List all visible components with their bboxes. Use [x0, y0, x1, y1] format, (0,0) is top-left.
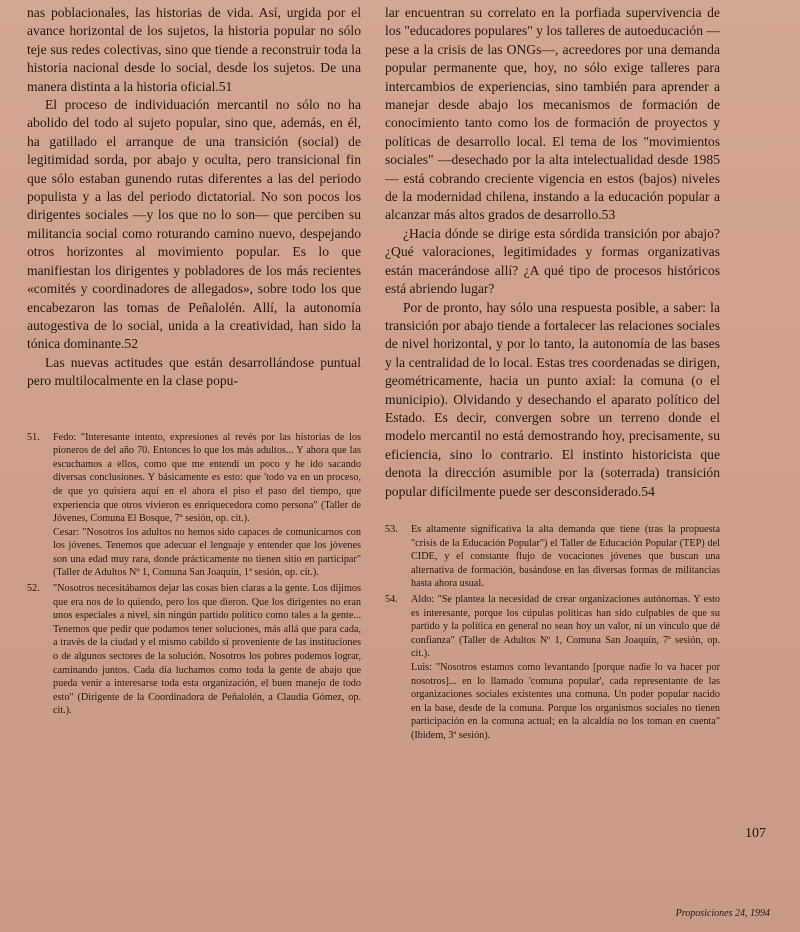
- footnote-paragraph: Fedo: "Interesante intento, expresiones al revés por las historias de los pioneros de del año 70. Entonces lo que los más adultos... Y ahora que las escuchamos a ellos, como que me entendí un poco y he ido sacando diversas conclusiones. Y básicamente es esto: que 'todo va en un proceso, de que yo quisiera aquí en el ahora el piso el paso del tiempo, que experiencia que otros vivieron es enriquecedora como persona" (Taller de Jóvenes, Comuna El Bosque, 7ª sesión, op. cit.).: [53, 431, 361, 525]
- footnote-number: 53.: [385, 523, 398, 535]
- footnote: [385, 523, 720, 591]
- footnote-text: [411, 593, 720, 743]
- body-paragraph: Por de pronto, hay sólo una respuesta posible, a saber: la transición por abajo tiende a fortalecer las relaciones sociales de nivel horizontal, y por lo tanto, la autonomía de las bases y la centralidad de lo local. Estas tres coordenadas se dirigen, geométricamente, hacia un punto axial: la comuna (o el municipio). Olvidando y desechando el aparato político del Estado. Es decir, convergen sobre un terreno donde el modelo mercantil no está demostrando hoy, precisamente, su eficiencia, sino lo contrario. El instinto historicista que denota la dirección asumible por la (soterrada) transición popular difícilmente puede ser desconsiderado.54: [385, 299, 720, 499]
- footnote: [27, 582, 361, 718]
- footnote-text: [53, 582, 361, 718]
- footnote-paragraph: Es altamente significativa la alta demanda que tiene (tras la propuesta "crisis de la Educación Popular") el Taller de Educación Popular (TEP) del CIDE, y el constante flujo de vocaciones jóvenes que buscan una alternativa de formación, basándose en las diversas formas de militancias hasta ahora usual.: [411, 523, 720, 590]
- footnote-number: 52.: [27, 583, 40, 595]
- footnote-text: [411, 523, 720, 591]
- body-paragraph: nas poblacionales, las historias de vida. Así, urgida por el avance horizontal de los sujetos, la historia popular no sólo teje sus redes colectivas, sino que tiende a reconstruir toda la historia nacional desde lo social, desde los sujetos. De una manera distinta a la historia oficial.51: [27, 5, 361, 94]
- footnote-text: [53, 431, 361, 581]
- running-footer: Proposiciones 24, 1994: [675, 908, 770, 919]
- footnotes: [385, 523, 720, 743]
- body-paragraph: El proceso de individuación mercantil no sólo no ha abolido del todo al sujeto popular, sino que, además, en él, ha gatillado el arranque de una transición (social) de legitimidad sorda, por abajo y oculta, pero transicional fin que sólo estaban gunendo rutas diferentes a las del periodo populista y a las del periodo dictatorial. No son pocos los dirigentes sociales —y los que no lo son— que perciben su militancia social como roturando camino nuevo, despejando otros horizontes al movimiento popular. Es lo que manifiestan los dirigentes y pobladores de los más recientes «comités y coordinadores de allegados», sobre todo los que encabezaron las tomas de Peñalolén. Allí, la autonomía autogestiva de lo social, unida a la creatividad, han sido la tónica dominante.52: [27, 97, 361, 352]
- footnote-paragraph: Cesar: "Nosotros los adultos no hemos sido capaces de comunicarnos con los jóvenes. Tenemos que adecuar el lenguaje y entender que los jóvenes son una edad muy rara, donde prácticamente no tienen sitio en participar" (Taller de Adultos Nº 1, Comuna San Joaquín, 1ª sesión, op. cit.).: [53, 526, 361, 579]
- left-column: [27, 4, 361, 720]
- footnote: [27, 431, 361, 581]
- footnote: [385, 593, 720, 743]
- page-number: 107: [745, 826, 766, 841]
- footnotes: [27, 431, 361, 718]
- footnote-paragraph: "Nosotros necesitábamos dejar las cosas bien claras a la gente. Los dijimos que era nos de lo quiendo, pero los que dieron. Que los dirigentes no eran unos especiales a nivel, sin ningún partido político como tales a la gente... Tenemos que pedir que podamos tener soluciones, más allá que para cada, a través de la ciudad y el mismo cabildo si proveniente de las instituciones o de algunos sectores de la solución. Nosotros los pobres podemos lograr, caminando juntos. Cada día luchamos como toda la gente de abajo que pueda venir a interesarse toda esta organización, el buen manejo de todo esto" (Dirigente de la Coordinadora de Peñalolén, a Claudia Gómez, op. cit.).: [53, 583, 361, 717]
- body-paragraph: lar encuentran su correlato en la porfiada supervivencia de los "educadores populares" y los talleres de autoeducación —pese a la crisis de las ONGs—, acreedores por una demanda popular permanente que, hoy, no sólo exige talleres para intercambios de experiencias, sino también para aprender a manejar desde abajo los mecanismos de formación de conocimiento tanto como los de formación de proyectos y políticas de desarrollo local. El tema de los "movimientos sociales" —desechado por la alta intelectualidad desde 1985— está cobrando creciente vigencia en estos (bajos) niveles de la modernidad chilena, instando a la educación popular a alcanzar más altos grados de desarrollo.53: [385, 5, 720, 223]
- body-paragraph: ¿Hacia dónde se dirige esta sórdida transición por abajo? ¿Qué valoraciones, legitimidades y formas organizativas están macerándose allí? ¿A qué tipo de procesos históricos está abriendo lugar?: [385, 225, 720, 297]
- right-column: [385, 4, 720, 744]
- body-paragraph: Las nuevas actitudes que están desarrollándose puntual pero multilocalmente en la clase popu-: [27, 354, 361, 389]
- footnote-paragraph: Luis: "Nosotros estamos como levantando [porque nadie lo va hacer por nosotros]... en lo llamado 'comuna popular', cada representante de las organizaciones sociales existentes una comuna. Un poder popular nacido en la base, desde de la comuna. Porque los organismos sociales no tienen participación en la comuna actual; en la alcaldía no los toman en cuenta" (Ibidem, 3ª sesión).: [411, 661, 720, 741]
- footnote-paragraph: Aldo: "Se plantea la necesidad de crear organizaciones autónomas. Y esto es interesante, porque los cúpulas políticas han sido culpables de que su partido y la política en general no sean hoy un valor, ni un vínculo que dé confianza" (Taller de Adultos Nº 1, Comuna San Joaquín, 7ª sesión, op. cit.).: [411, 593, 720, 660]
- footnote-number: 51.: [27, 431, 40, 443]
- footnote-number: 54.: [385, 593, 398, 605]
